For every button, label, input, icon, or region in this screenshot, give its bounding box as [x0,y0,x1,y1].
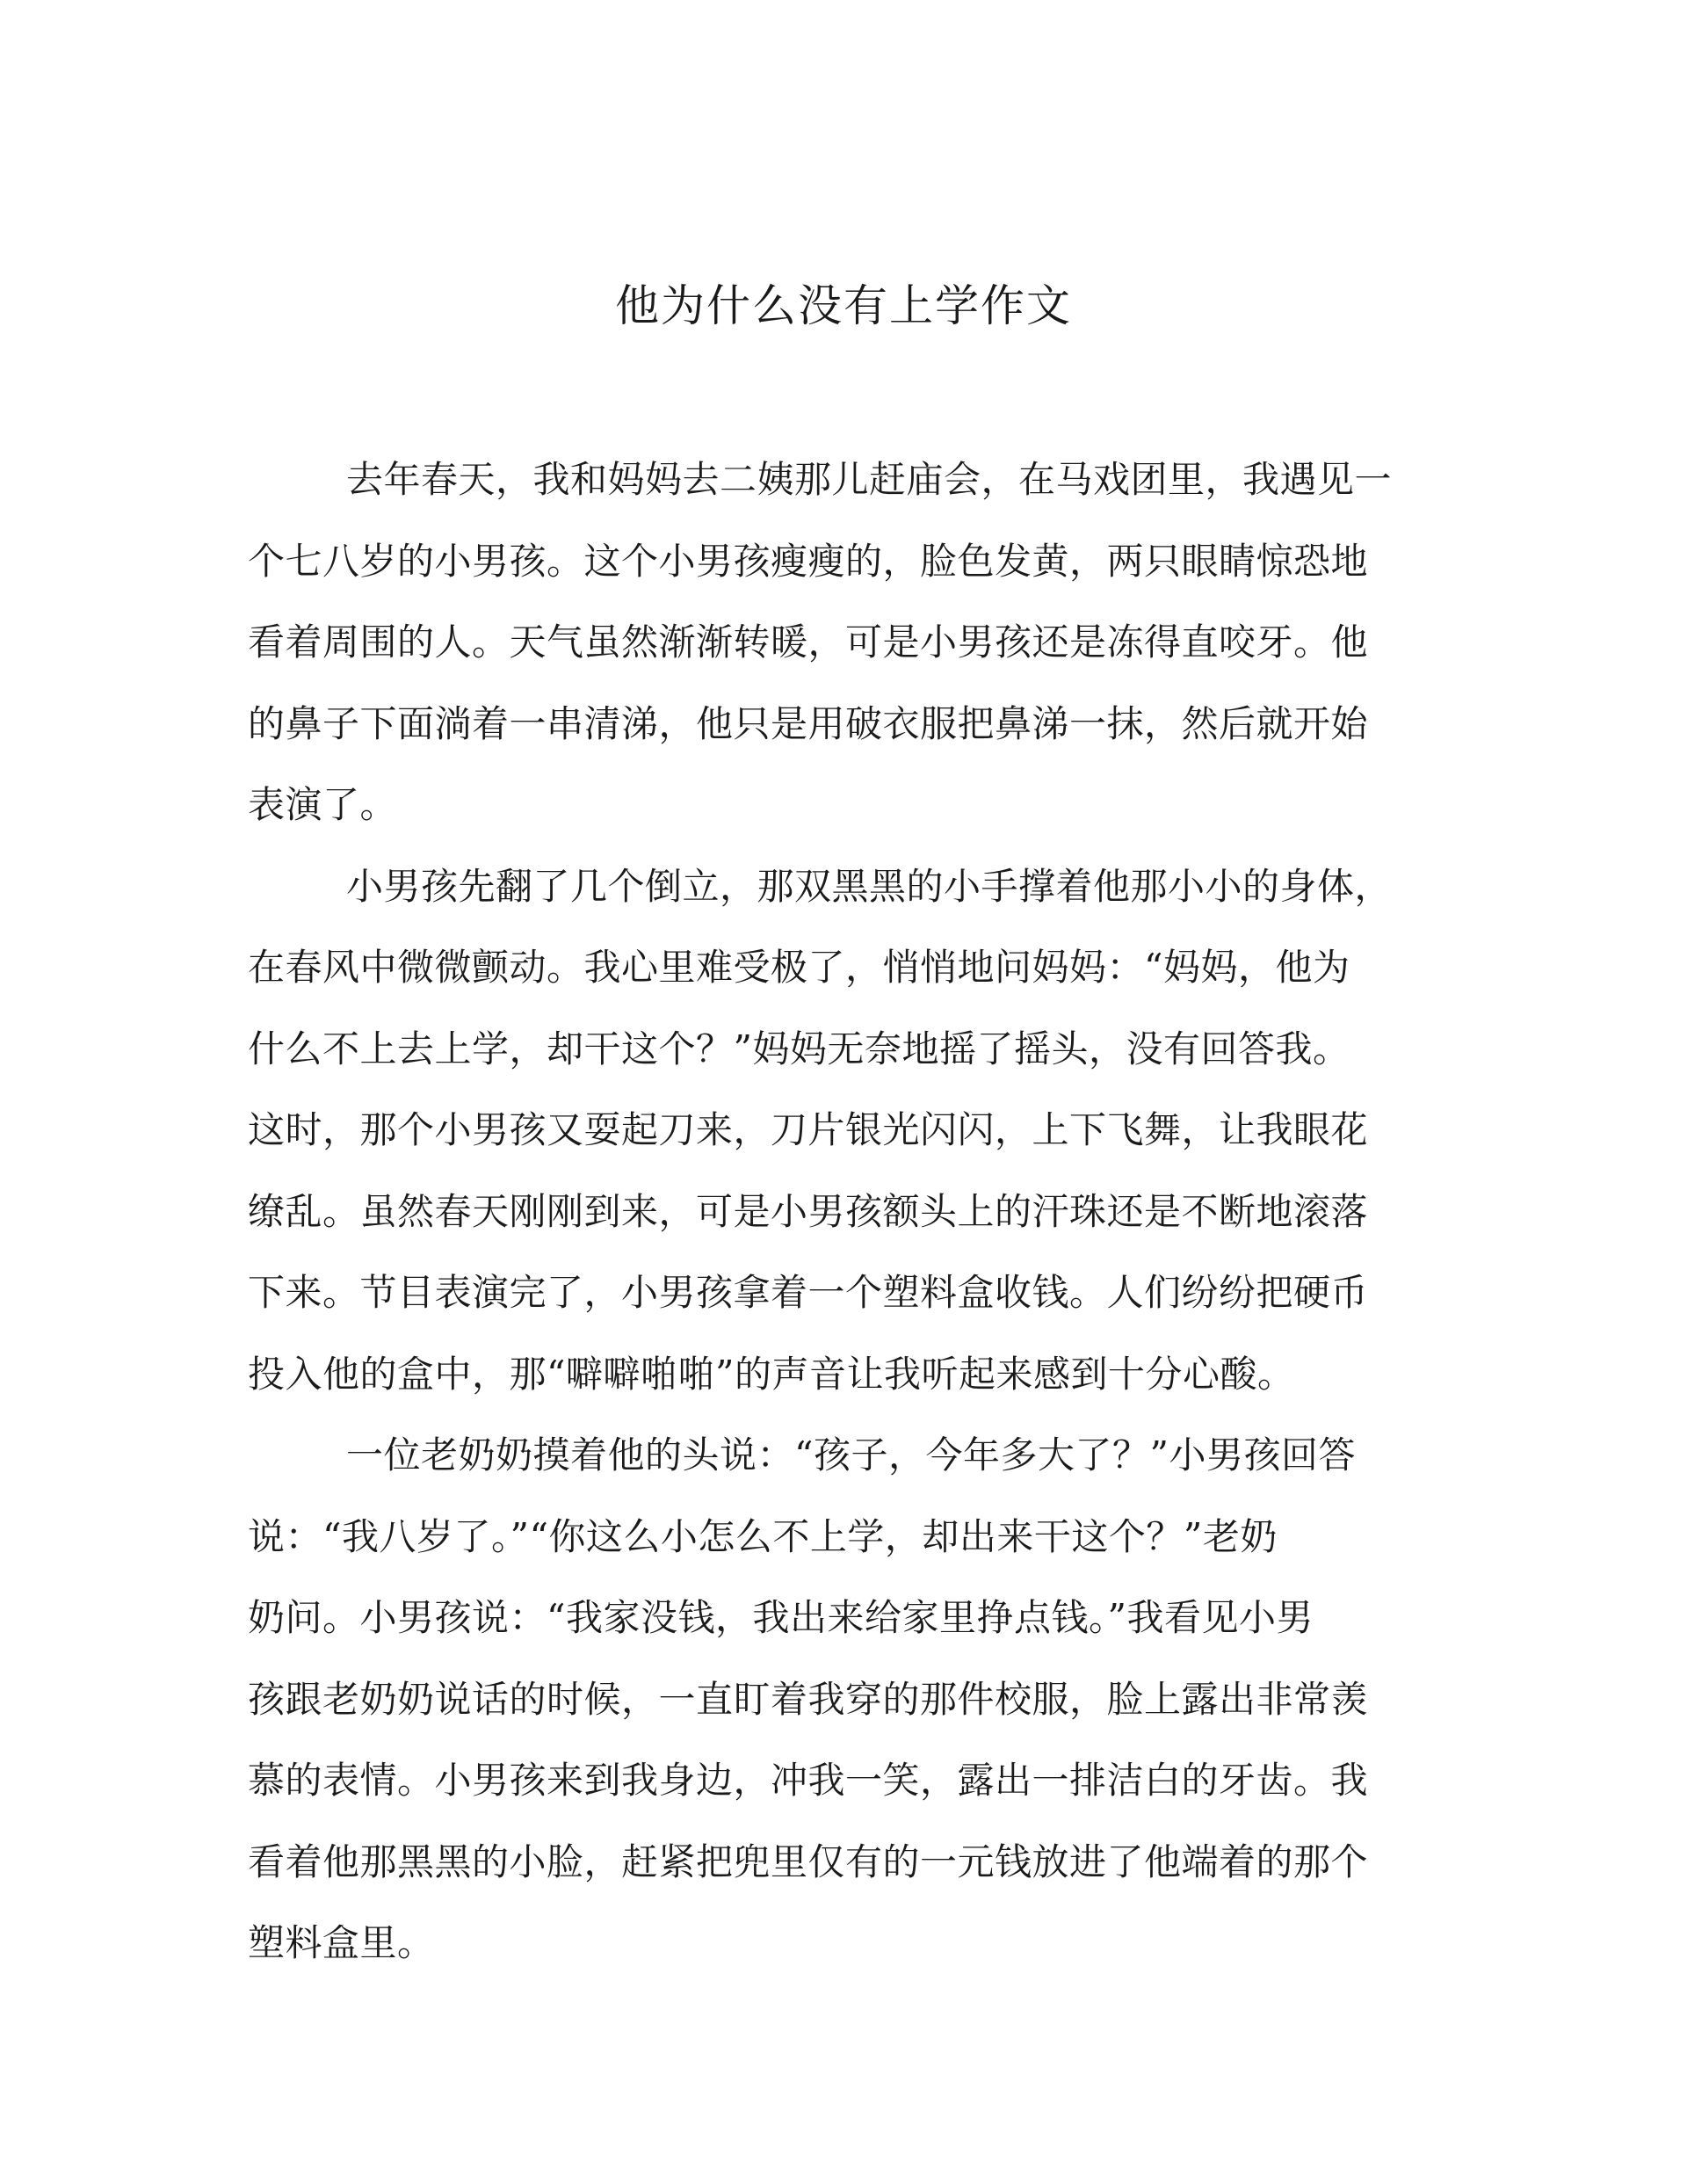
paragraph-1 [248,439,1425,846]
paragraph-line: 这时，那个小男孩又耍起刀来，刀片银光闪闪，上下飞舞，让我眼花 [248,1108,1369,1151]
paragraph-2 [248,846,1425,1416]
paragraph-3 [248,1415,1425,1984]
paragraph-line: 慕的表情。小男孩来到我身边，冲我一笑，露出一排洁白的牙齿。我 [248,1759,1369,1802]
paragraph-line: 投入他的盒中，那“噼噼啪啪”的声音让我听起来感到十分心酸。 [248,1352,1295,1396]
paragraph-line: 小男孩先翻了几个倒立，那双黑黑的小手撑着他那小小的身体， [346,864,1393,908]
paragraph-line: 一位老奶奶摸着他的头说：“孩子，今年多大了？”小男孩回答 [346,1433,1356,1477]
paragraph-line: 下来。节目表演完了，小男孩拿着一个塑料盒收钱。人们纷纷把硬币 [248,1271,1369,1314]
paragraph-line: 去年春天，我和妈妈去二姨那儿赶庙会，在马戏团里，我遇见一 [346,458,1393,501]
paragraph-line: 在春风中微微颤动。我心里难受极了，悄悄地问妈妈：“妈妈，他为 [248,946,1350,989]
paragraph-line: 看着他那黑黑的小脸，赶紧把兜里仅有的一元钱放进了他端着的那个 [248,1839,1369,1883]
paragraph-line: 个七八岁的小男孩。这个小男孩瘦瘦的，脸色发黄，两只眼睛惊恐地 [248,539,1369,583]
paragraph-line: 说：“我八岁了。”“你这么小怎么不上学，却出来干这个？”老奶 [248,1514,1278,1558]
paragraph-line: 看着周围的人。天气虽然渐渐转暖，可是小男孩还是冻得直咬牙。他 [248,620,1369,664]
paragraph-line: 表演了。 [248,783,398,826]
document-title: 他为什么没有上学作文 [615,280,1072,331]
paragraph-line: 的鼻子下面淌着一串清涕，他只是用破衣服把鼻涕一抹，然后就开始 [248,701,1369,745]
paragraph-line: 什么不上去上学，却干这个？”妈妈无奈地摇了摇头，没有回答我。 [248,1027,1350,1070]
document-body [248,439,1425,1984]
paragraph-line: 孩跟老奶奶说话的时候，一直盯着我穿的那件校服，脸上露出非常羡 [248,1677,1369,1721]
paragraph-line: 奶问。小男孩说：“我家没钱，我出来给家里挣点钱。”我看见小男 [248,1596,1314,1639]
paragraph-line: 缭乱。虽然春天刚刚到来，可是小男孩额头上的汗珠还是不断地滚落 [248,1189,1369,1233]
paragraph-line: 塑料盒里。 [248,1921,435,1964]
